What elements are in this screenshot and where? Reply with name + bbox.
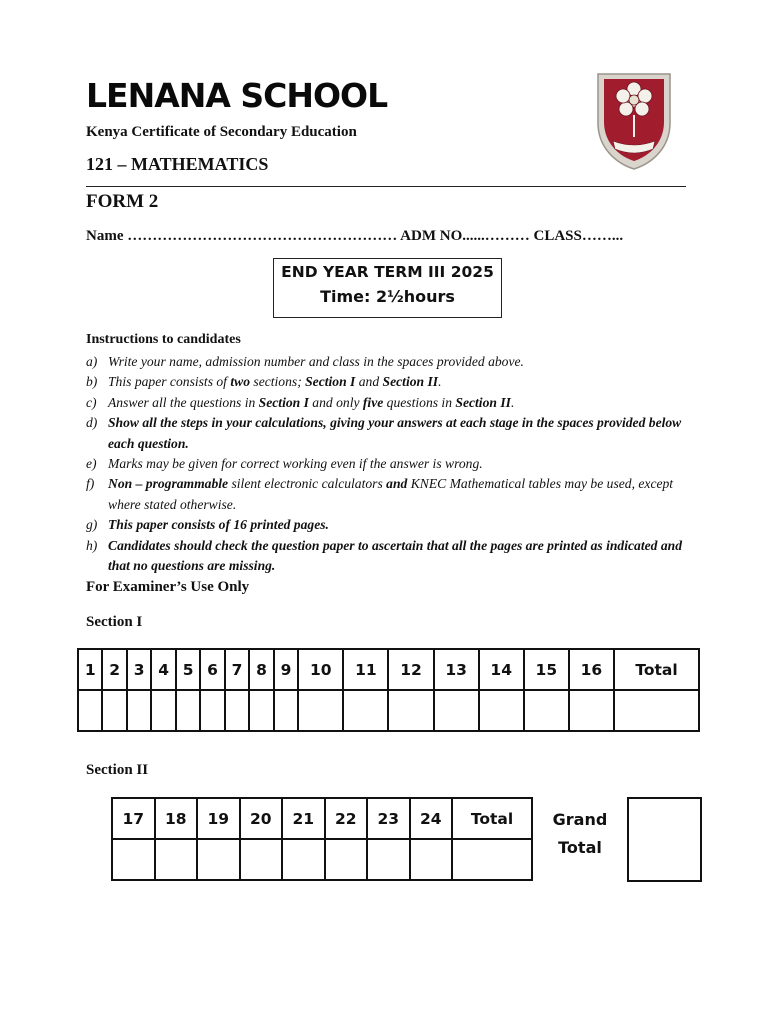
section2-score-row: [112, 839, 532, 880]
section1-header-5: 5: [176, 649, 200, 690]
subject-title: 121 – MATHEMATICS: [86, 154, 269, 174]
section2-score-cell-22[interactable]: [325, 839, 368, 880]
instructions-list: [86, 352, 686, 576]
section1-header-2: 2: [102, 649, 126, 690]
grand-total-box[interactable]: [627, 797, 702, 882]
section1-score-cell-12[interactable]: [388, 690, 433, 731]
section1-score-cell-11[interactable]: [343, 690, 388, 731]
instruction-item: [86, 474, 686, 515]
instruction-text: Write your name, admission number and class in the spaces provided above.: [108, 354, 524, 369]
instruction-text: This paper consists of 16 printed pages.: [108, 517, 329, 533]
section1-header-4: 4: [151, 649, 175, 690]
section2-header-22: 22: [325, 798, 368, 839]
section2-score-cell-20[interactable]: [240, 839, 283, 880]
exam-duration: Time: 2½hours: [320, 287, 455, 306]
section2-score-cell-17[interactable]: [112, 839, 155, 880]
instruction-text: Show all the steps in your calculations, giving your answers at each stage in the spaces provided below each question.: [108, 415, 682, 451]
section1-header-3: 3: [127, 649, 151, 690]
instruction-label: f): [86, 476, 95, 492]
instruction-text: Non – programmable silent electronic calculators and KNEC Mathematical tables may be used, except where stated otherwise.: [108, 476, 674, 512]
section2-header-17: 17: [112, 798, 155, 839]
instructions-title: Instructions to candidates: [86, 332, 241, 347]
section1-header-15: 15: [524, 649, 569, 690]
section2-score-cell-total[interactable]: [452, 839, 532, 880]
section1-score-cell-5[interactable]: [176, 690, 200, 731]
section1-score-cell-14[interactable]: [479, 690, 524, 731]
section1-header-7: 7: [225, 649, 249, 690]
section1-score-cell-8[interactable]: [249, 690, 273, 731]
instruction-item: [86, 515, 686, 535]
section1-header-9: 9: [274, 649, 298, 690]
section2-header-18: 18: [155, 798, 198, 839]
section1-header-6: 6: [200, 649, 224, 690]
section1-header-16: 16: [569, 649, 614, 690]
section1-header-row: [78, 649, 699, 690]
instruction-label: e): [86, 456, 97, 472]
instruction-label: g): [86, 517, 98, 533]
section2-header-23: 23: [367, 798, 410, 839]
section2-score-cell-21[interactable]: [282, 839, 325, 880]
section2-score-cell-23[interactable]: [367, 839, 410, 880]
section1-header-8: 8: [249, 649, 273, 690]
section2-header-total: Total: [452, 798, 532, 839]
section1-score-cell-7[interactable]: [225, 690, 249, 731]
instruction-item: [86, 413, 686, 454]
instruction-item: [86, 393, 686, 413]
section1-score-cell-3[interactable]: [127, 690, 151, 731]
instruction-label: d): [86, 415, 98, 431]
section1-header-13: 13: [434, 649, 479, 690]
section2-header-24: 24: [410, 798, 453, 839]
instruction-text: Marks may be given for correct working even if the answer is wrong.: [108, 456, 483, 472]
instruction-item: [86, 372, 686, 392]
form-level: FORM 2: [86, 191, 159, 212]
section1-score-cell-2[interactable]: [102, 690, 126, 731]
section1-header-12: 12: [388, 649, 433, 690]
exam-term: END YEAR TERM III 2025: [281, 263, 494, 281]
instruction-item: [86, 454, 686, 474]
section1-header-10: 10: [298, 649, 343, 690]
section1-header-14: 14: [479, 649, 524, 690]
section1-score-cell-13[interactable]: [434, 690, 479, 731]
section2-header-20: 20: [240, 798, 283, 839]
section1-score-cell-6[interactable]: [200, 690, 224, 731]
section1-score-cell-16[interactable]: [569, 690, 614, 731]
section1-header-total: Total: [614, 649, 699, 690]
section2-header-21: 21: [282, 798, 325, 839]
section1-score-cell-total[interactable]: [614, 690, 699, 731]
section1-score-cell-15[interactable]: [524, 690, 569, 731]
instruction-label: a): [86, 354, 98, 369]
examiner-title: For Examiner’s Use Only: [86, 579, 250, 595]
section1-score-cell-9[interactable]: [274, 690, 298, 731]
instruction-label: c): [86, 394, 97, 410]
section1-label: Section I: [86, 614, 143, 630]
section2-score-cell-24[interactable]: [410, 839, 453, 880]
instruction-item: [86, 352, 686, 372]
section2-header-row: [112, 798, 532, 839]
exam-term-box: [273, 258, 502, 318]
section2-label: Section II: [86, 762, 149, 778]
school-crest-icon: [595, 71, 673, 171]
school-name: LENANA SCHOOL: [86, 76, 388, 115]
section1-score-table: [77, 648, 700, 732]
instruction-text: Candidates should check the question paper to ascertain that all the pages are printed as indicated and that no questions are missing.: [108, 537, 682, 574]
grand-total-label-line1: Grand: [552, 810, 608, 829]
section2-score-cell-19[interactable]: [197, 839, 240, 880]
section1-score-cell-10[interactable]: [298, 690, 343, 731]
exam-body: Kenya Certificate of Secondary Education: [86, 124, 357, 140]
section1-header-11: 11: [343, 649, 388, 690]
section1-score-cell-4[interactable]: [151, 690, 175, 731]
instruction-text: Answer all the questions in Section I and only five questions in Section II.: [108, 394, 515, 410]
header-divider: [86, 186, 686, 187]
section1-score-row: [78, 690, 699, 731]
candidate-details-line[interactable]: Name ……………………………………………… ADM NO......……… CLASS……...: [86, 228, 624, 244]
section1-score-cell-1[interactable]: [78, 690, 102, 731]
instruction-label: h): [86, 537, 98, 553]
section2-header-19: 19: [197, 798, 240, 839]
section1-header-1: 1: [78, 649, 102, 690]
section2-score-cell-18[interactable]: [155, 839, 198, 880]
instruction-item: [86, 536, 686, 577]
instruction-label: b): [86, 374, 98, 390]
grand-total-label-line2: Total: [558, 838, 602, 857]
grand-total-label: [546, 806, 614, 862]
section2-score-table: [111, 797, 533, 881]
instruction-text: This paper consists of two sections; Section I and Section II.: [108, 374, 442, 390]
